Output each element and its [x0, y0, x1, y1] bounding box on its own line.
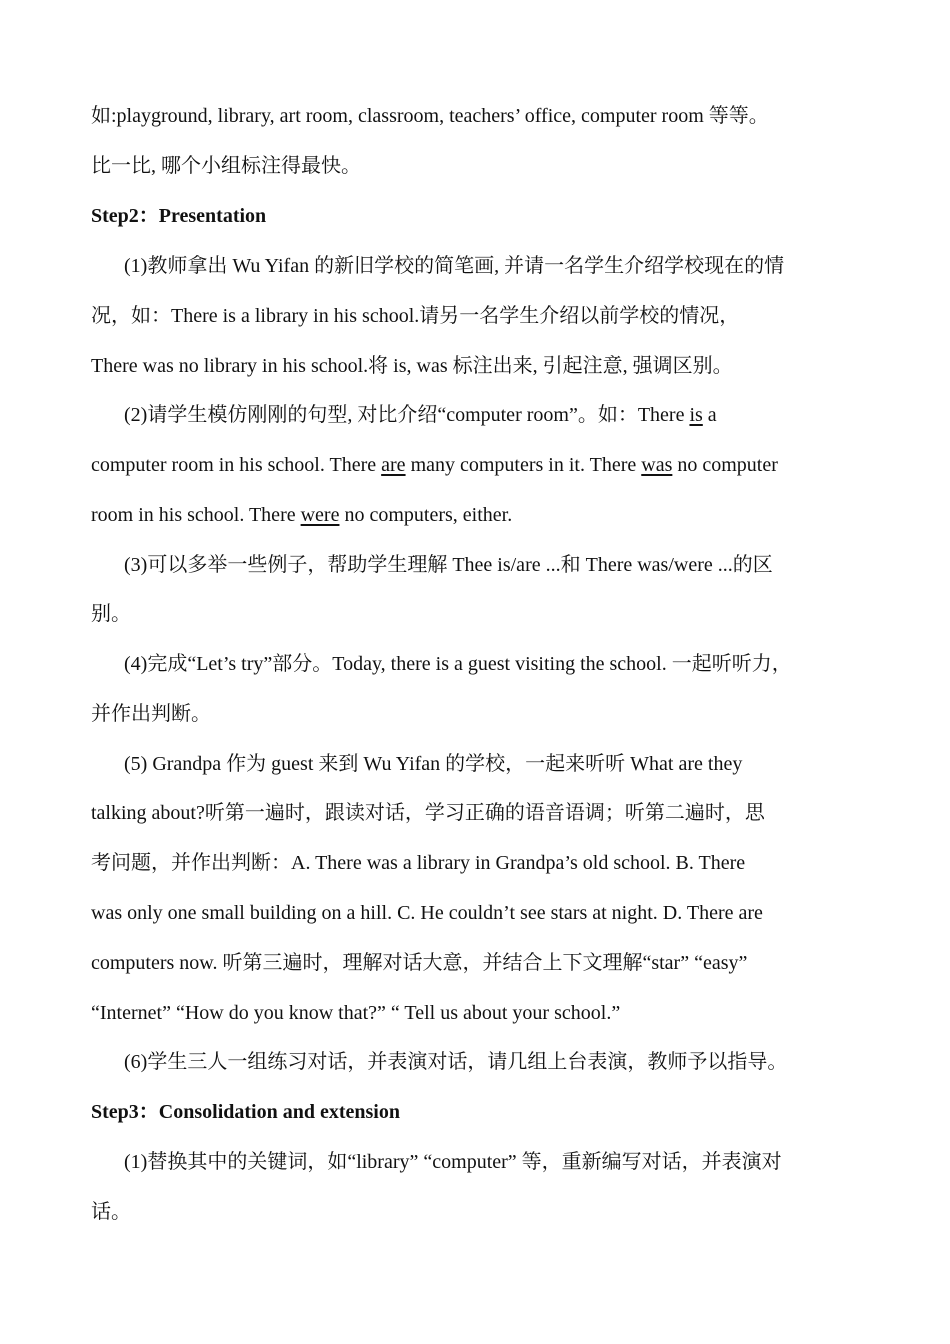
paragraph-line: 况，如：There is a library in his school.请另一名学生介绍以前学校的情况，	[91, 305, 740, 327]
text-segment: room in his school. There	[91, 504, 301, 526]
paragraph-line: was only one small building on a hill. C. He couldn’t see stars at night. D. There are	[91, 902, 763, 924]
paragraph-line	[91, 453, 778, 479]
text-segment: (2)请学生模仿刚刚的句型, 对比介绍“computer room”。如：There	[124, 404, 690, 426]
paragraph-line: 如:playground, library, art room, classroom, teachers’ office, computer room 等等。	[91, 105, 769, 127]
paragraph-line: 并作出判断。	[91, 703, 211, 725]
underlined-word: were	[300, 504, 340, 526]
section-heading-step2: Step2：Presentation	[91, 205, 267, 227]
paragraph-line: 话。	[91, 1201, 131, 1223]
paragraph-line: (5) Grandpa 作为 guest 来到 Wu Yifan 的学校，一起来听听 What are they	[124, 753, 743, 775]
text-segment: many computers in it. There	[405, 454, 642, 476]
paragraph-line: There was no library in his school.将 is, was 标注出来, 引起注意, 强调区别。	[91, 355, 733, 377]
text-segment: computer room in his school. There	[91, 454, 382, 476]
paragraph-line	[91, 503, 512, 529]
paragraph-line: 比一比, 哪个小组标注得最快。	[91, 155, 361, 177]
paragraph-line: 别。	[91, 603, 131, 625]
paragraph-line: computers now. 听第三遍时，理解对话大意，并结合上下文理解“star” “easy”	[91, 952, 748, 974]
text-segment: no computer	[672, 454, 778, 476]
text-segment: a	[702, 404, 717, 426]
paragraph-line: (4)完成“Let’s try”部分。Today, there is a guest visiting the school. 一起听听力，	[124, 653, 792, 675]
paragraph-line	[124, 403, 717, 429]
paragraph-line: “Internet” “How do you know that?” “ Tell us about your school.”	[91, 1002, 621, 1024]
underlined-word: was	[641, 454, 673, 476]
paragraph-line: 考问题，并作出判断：A. There was a library in Grandpa’s old school. B. There	[91, 852, 746, 874]
underlined-word: are	[381, 454, 406, 476]
text-segment: no computers, either.	[339, 504, 513, 526]
paragraph-line: (1)替换其中的关键词，如“library” “computer” 等，重新编写对话，并表演对	[124, 1151, 782, 1173]
paragraph-line: (3)可以多举一些例子，帮助学生理解 Thee is/are ...和 There was/were ...的区	[124, 554, 773, 576]
paragraph-line: (1)教师拿出 Wu Yifan 的新旧学校的简笔画, 并请一名学生介绍学校现在的情	[124, 255, 785, 277]
paragraph-line: (6)学生三人一组练习对话，并表演对话，请几组上台表演，教师予以指导。	[124, 1051, 788, 1073]
underlined-word: is	[689, 404, 703, 426]
paragraph-line: talking about?听第一遍时，跟读对话，学习正确的语音语调；听第二遍时，思	[91, 802, 765, 824]
section-heading-step3: Step3：Consolidation and extension	[91, 1101, 400, 1123]
